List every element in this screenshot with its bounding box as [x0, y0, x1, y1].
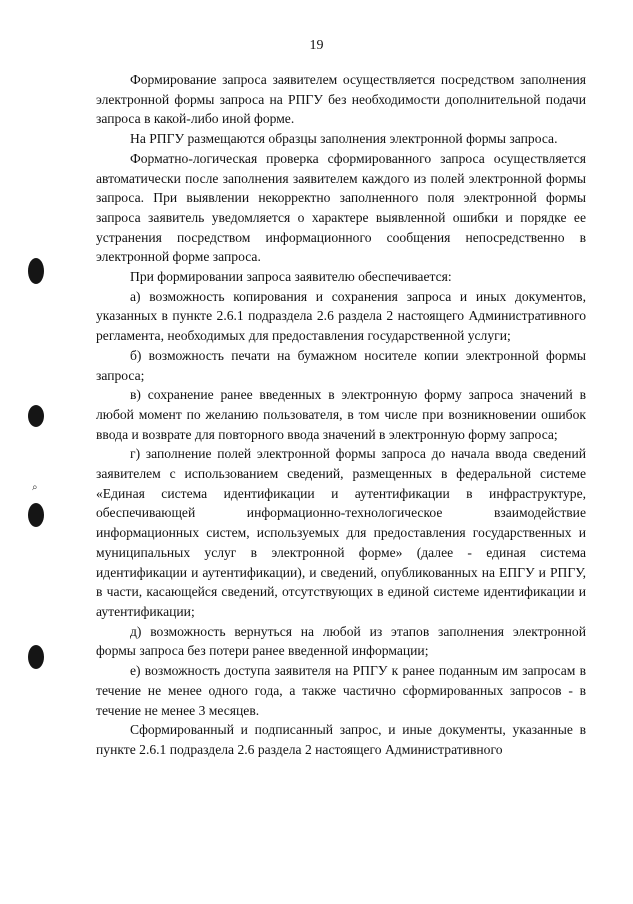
- page-number: 19: [309, 38, 324, 53]
- list-item: б) возможность печати на бумажном носителе копии электронной формы запроса;: [96, 347, 586, 383]
- paragraph: Форматно-логическая проверка сформированного запроса осуществляется автоматически после заполнения заявителем каждого из полей электронной формы запроса. При выявлении некорректно заполненного поля электронной формы запроса заявитель уведомляется о характере выявленной ошибки и порядке ее устранения посредством информационного сообщения непосредственно в электронной форме запроса.: [96, 150, 586, 265]
- pen-mark-icon: ⌕: [32, 482, 38, 493]
- list-item: г) заполнение полей электронной формы запроса до начала ввода сведений заявителем с использованием сведений, размещенных в федеральной системе «Единая система идентификации и аутентификации в инфраструктуре, обеспечивающей информационно-технологическое взаимодействие информационных систем, используемых для предоставления государственных и муниципальных услуг в электронной форме» (далее - единая система идентификации и аутентификации), и сведений, опубликованных на ЕПГУ и РПГУ, в части, касающейся сведений, отсутствующих в единой системе идентификации и аутентификации;: [96, 446, 586, 619]
- punch-hole-2: [28, 405, 44, 427]
- paragraph: Формирование запроса заявителем осуществляется посредством заполнения электронной формы запроса на РПГУ без необходимости дополнительной подачи запроса в какой-либо иной форме.: [96, 72, 586, 127]
- document-body: [96, 70, 586, 760]
- paragraph: Сформированный и подписанный запрос, и иные документы, указанные в пункте 2.6.1 подраздела 2.6 раздела 2 настоящего Административного: [96, 722, 586, 757]
- paragraph: При формировании запроса заявителю обеспечивается:: [130, 269, 452, 285]
- punch-hole-1: [28, 258, 44, 284]
- punch-hole-3: [28, 503, 44, 527]
- list-item: в) сохранение ранее введенных в электронную форму запроса значений в любой момент по желанию пользователя, в том числе при возникновении ошибок ввода и возврате для повторного ввода значений в электронную форму запроса;: [96, 387, 586, 442]
- punch-hole-4: [28, 645, 44, 669]
- list-item: а) возможность копирования и сохранения запроса и иных документов, указанных в пункте 2.6.1 подраздела 2.6 раздела 2 настоящего Административного регламента, необходимых для предоставления государственной услуги;: [96, 288, 586, 344]
- list-item: е) возможность доступа заявителя на РПГУ к ранее поданным им запросам в течение не менее одного года, а также частично сформированных запросов - в течение не менее 3 месяцев.: [96, 663, 586, 718]
- paragraph: На РПГУ размещаются образцы заполнения электронной формы запроса.: [130, 131, 558, 147]
- list-item: д) возможность вернуться на любой из этапов заполнения электронной формы запроса без потери ранее введенной информации;: [96, 623, 586, 659]
